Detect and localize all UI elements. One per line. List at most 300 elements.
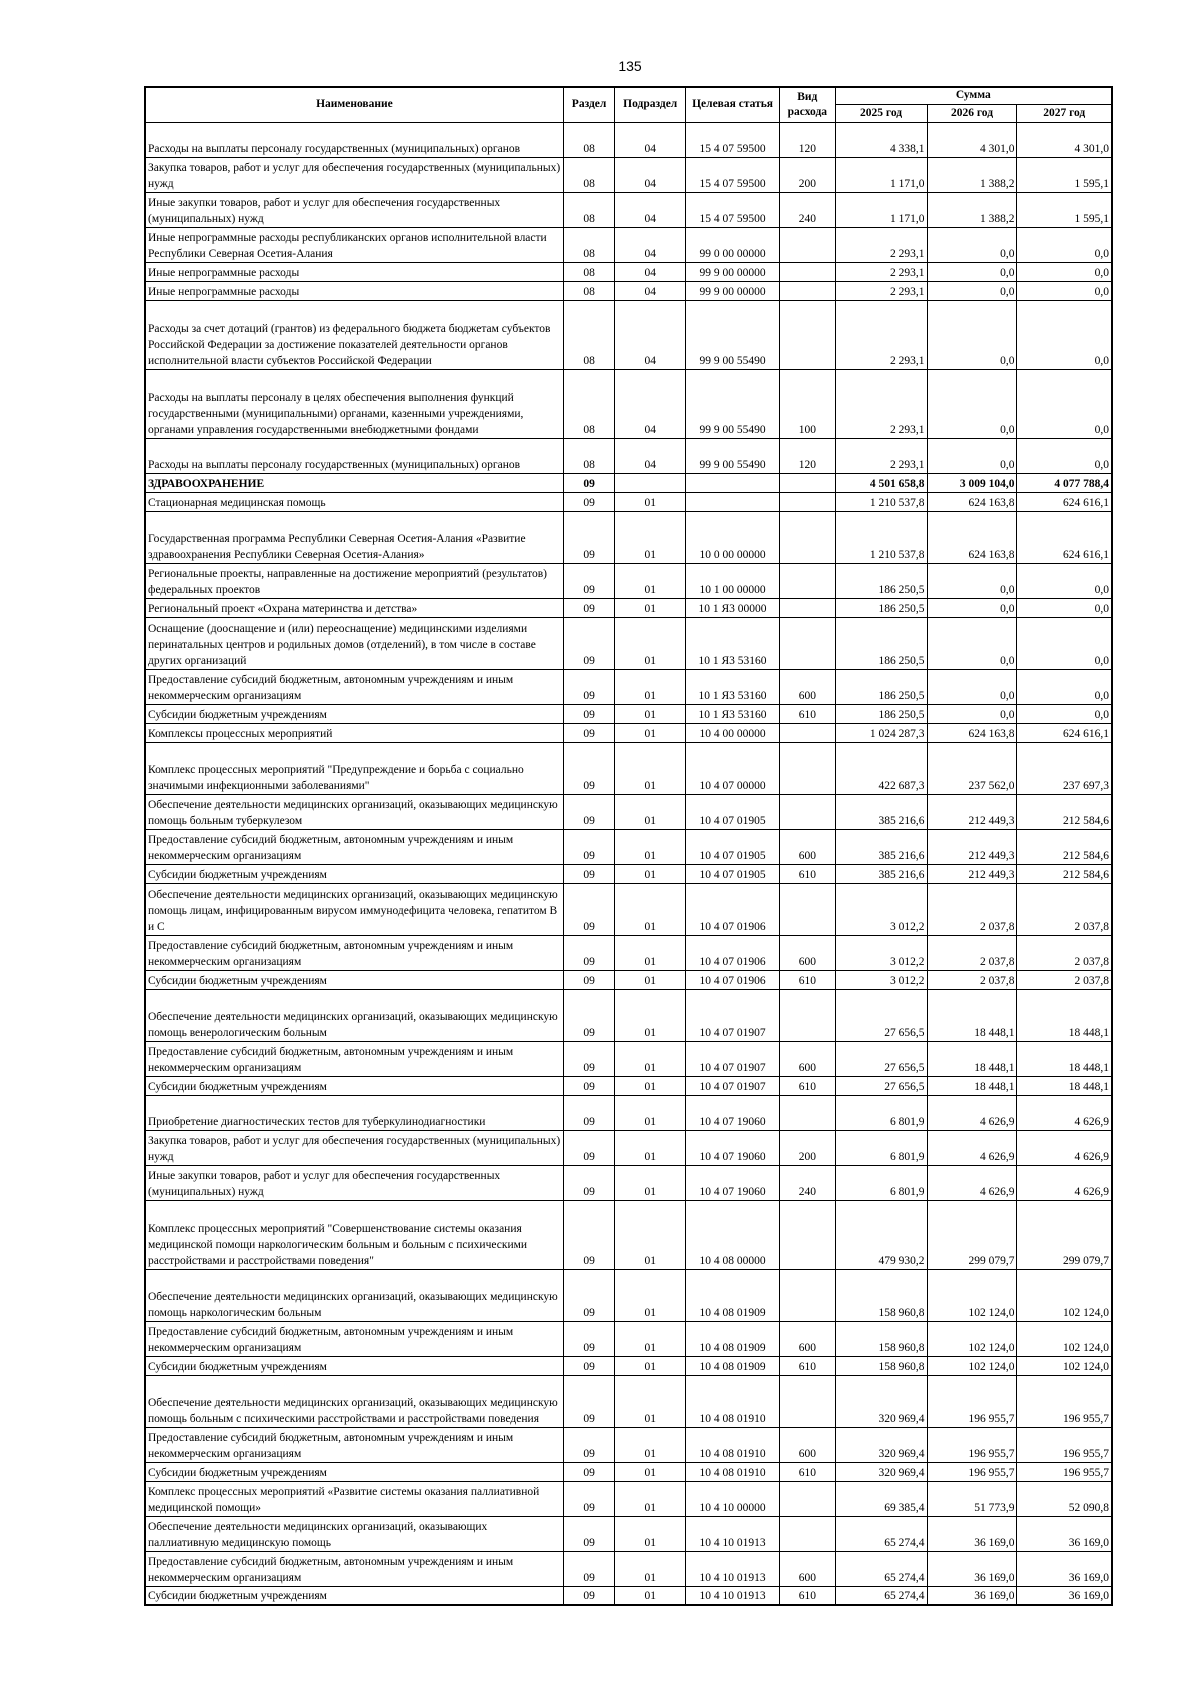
cell-podrazdel: 01 — [615, 794, 686, 829]
cell-tselevaya-statya: 10 4 07 01906 — [686, 883, 780, 935]
cell-razdel: 08 — [563, 281, 615, 300]
cell-sum-2026: 624 163,8 — [927, 511, 1017, 563]
cell-vid-raskhoda — [780, 1481, 836, 1516]
cell-sum-2025: 2 293,1 — [835, 369, 927, 438]
cell-podrazdel: 01 — [615, 1321, 686, 1356]
cell-name: Субсидии бюджетным учреждениям — [145, 1462, 563, 1481]
cell-tselevaya-statya: 10 4 08 01910 — [686, 1375, 780, 1427]
cell-name: Региональный проект «Охрана материнства и детства» — [145, 598, 563, 617]
cell-sum-2027: 624 616,1 — [1017, 492, 1112, 511]
cell-sum-2027: 237 697,3 — [1017, 742, 1112, 794]
cell-podrazdel: 01 — [615, 1076, 686, 1095]
cell-name: Комплекс процессных мероприятий «Развитие системы оказания паллиативной медицинской помощи» — [145, 1481, 563, 1516]
cell-sum-2025: 479 930,2 — [835, 1200, 927, 1269]
table-row — [145, 1200, 1112, 1269]
table-row — [145, 1095, 1112, 1130]
table-row — [145, 473, 1112, 492]
cell-vid-raskhoda — [780, 794, 836, 829]
table-row — [145, 1076, 1112, 1095]
cell-name: Предоставление субсидий бюджетным, автономным учреждениям и иным некоммерческим организациям — [145, 1321, 563, 1356]
table-row — [145, 157, 1112, 192]
cell-sum-2026: 4 626,9 — [927, 1165, 1017, 1200]
cell-sum-2025: 320 969,4 — [835, 1375, 927, 1427]
cell-sum-2025: 3 012,2 — [835, 970, 927, 989]
cell-sum-2026: 36 169,0 — [927, 1516, 1017, 1551]
cell-sum-2025: 1 024 287,3 — [835, 723, 927, 742]
cell-podrazdel: 01 — [615, 598, 686, 617]
cell-tselevaya-statya: 15 4 07 59500 — [686, 157, 780, 192]
cell-name: Закупка товаров, работ и услуг для обеспечения государственных (муниципальных) нужд — [145, 1130, 563, 1165]
cell-razdel: 09 — [563, 1095, 615, 1130]
cell-sum-2027: 0,0 — [1017, 669, 1112, 704]
cell-tselevaya-statya: 10 4 10 01913 — [686, 1516, 780, 1551]
cell-podrazdel: 01 — [615, 1375, 686, 1427]
cell-sum-2027: 0,0 — [1017, 704, 1112, 723]
cell-razdel: 09 — [563, 883, 615, 935]
header-year-2026: 2026 год — [927, 104, 1017, 122]
cell-sum-2027: 18 448,1 — [1017, 1041, 1112, 1076]
cell-tselevaya-statya: 99 0 00 00000 — [686, 227, 780, 262]
cell-sum-2027: 196 955,7 — [1017, 1427, 1112, 1462]
cell-tselevaya-statya — [686, 492, 780, 511]
cell-razdel: 08 — [563, 157, 615, 192]
cell-vid-raskhoda — [780, 617, 836, 669]
table-row — [145, 192, 1112, 227]
cell-razdel: 09 — [563, 742, 615, 794]
cell-tselevaya-statya: 10 4 07 01905 — [686, 864, 780, 883]
cell-name: Иные непрограммные расходы — [145, 262, 563, 281]
cell-name: Расходы на выплаты персоналу государственных (муниципальных) органов — [145, 438, 563, 473]
cell-name: Субсидии бюджетным учреждениям — [145, 1356, 563, 1375]
cell-sum-2025: 27 656,5 — [835, 989, 927, 1041]
cell-sum-2025: 158 960,8 — [835, 1269, 927, 1321]
cell-razdel: 09 — [563, 511, 615, 563]
cell-sum-2027: 0,0 — [1017, 281, 1112, 300]
cell-podrazdel: 01 — [615, 704, 686, 723]
cell-sum-2026: 4 626,9 — [927, 1130, 1017, 1165]
cell-sum-2025: 186 250,5 — [835, 563, 927, 598]
cell-tselevaya-statya: 10 4 08 01909 — [686, 1269, 780, 1321]
cell-sum-2026: 1 388,2 — [927, 157, 1017, 192]
cell-sum-2026: 196 955,7 — [927, 1375, 1017, 1427]
cell-sum-2025: 4 501 658,8 — [835, 473, 927, 492]
cell-podrazdel: 04 — [615, 281, 686, 300]
cell-sum-2027: 36 169,0 — [1017, 1516, 1112, 1551]
cell-razdel: 09 — [563, 1586, 615, 1605]
cell-tselevaya-statya: 10 4 00 00000 — [686, 723, 780, 742]
cell-sum-2026: 0,0 — [927, 438, 1017, 473]
cell-sum-2025: 69 385,4 — [835, 1481, 927, 1516]
cell-sum-2026: 624 163,8 — [927, 723, 1017, 742]
cell-razdel: 09 — [563, 1165, 615, 1200]
cell-razdel: 09 — [563, 598, 615, 617]
cell-sum-2027: 0,0 — [1017, 300, 1112, 369]
cell-sum-2025: 4 338,1 — [835, 122, 927, 157]
cell-vid-raskhoda — [780, 473, 836, 492]
table-row — [145, 262, 1112, 281]
cell-razdel: 09 — [563, 794, 615, 829]
cell-sum-2027: 0,0 — [1017, 262, 1112, 281]
cell-tselevaya-statya: 10 0 00 00000 — [686, 511, 780, 563]
cell-name: Расходы на выплаты персоналу в целях обеспечения выполнения функций государственными (муниципальными) органами, казенными учреждениями, органами управления государственными внебюджетными фондами — [145, 369, 563, 438]
table-row — [145, 1375, 1112, 1427]
table-row — [145, 227, 1112, 262]
cell-sum-2027: 0,0 — [1017, 227, 1112, 262]
cell-razdel: 08 — [563, 438, 615, 473]
cell-sum-2026: 18 448,1 — [927, 1041, 1017, 1076]
cell-sum-2026: 4 301,0 — [927, 122, 1017, 157]
table-row — [145, 935, 1112, 970]
table-row — [145, 1269, 1112, 1321]
cell-podrazdel: 01 — [615, 1356, 686, 1375]
cell-sum-2026: 102 124,0 — [927, 1321, 1017, 1356]
cell-sum-2026: 4 626,9 — [927, 1095, 1017, 1130]
cell-sum-2027: 624 616,1 — [1017, 511, 1112, 563]
cell-name: Предоставление субсидий бюджетным, автономным учреждениям и иным некоммерческим организациям — [145, 1427, 563, 1462]
table-row — [145, 864, 1112, 883]
cell-vid-raskhoda — [780, 492, 836, 511]
cell-sum-2026: 0,0 — [927, 300, 1017, 369]
cell-sum-2026: 102 124,0 — [927, 1356, 1017, 1375]
cell-tselevaya-statya: 10 4 07 19060 — [686, 1130, 780, 1165]
cell-sum-2025: 320 969,4 — [835, 1462, 927, 1481]
table-row — [145, 1130, 1112, 1165]
table-row — [145, 1481, 1112, 1516]
cell-sum-2026: 0,0 — [927, 262, 1017, 281]
cell-sum-2026: 0,0 — [927, 281, 1017, 300]
cell-razdel: 09 — [563, 617, 615, 669]
cell-sum-2026: 51 773,9 — [927, 1481, 1017, 1516]
cell-podrazdel: 04 — [615, 157, 686, 192]
cell-podrazdel: 01 — [615, 1269, 686, 1321]
cell-sum-2026: 102 124,0 — [927, 1269, 1017, 1321]
cell-sum-2025: 2 293,1 — [835, 438, 927, 473]
table-row — [145, 1516, 1112, 1551]
cell-podrazdel: 04 — [615, 438, 686, 473]
cell-podrazdel: 01 — [615, 669, 686, 704]
header-tselevaya-statya: Целевая статья — [686, 87, 780, 122]
cell-tselevaya-statya: 15 4 07 59500 — [686, 122, 780, 157]
table-row — [145, 563, 1112, 598]
cell-sum-2026: 212 449,3 — [927, 864, 1017, 883]
cell-sum-2026: 2 037,8 — [927, 970, 1017, 989]
cell-sum-2026: 212 449,3 — [927, 829, 1017, 864]
cell-vid-raskhoda — [780, 300, 836, 369]
cell-name: Обеспечение деятельности медицинских организаций, оказывающих паллиативную медицинскую помощь — [145, 1516, 563, 1551]
cell-sum-2025: 2 293,1 — [835, 300, 927, 369]
cell-sum-2027: 36 169,0 — [1017, 1551, 1112, 1586]
table-row — [145, 723, 1112, 742]
cell-podrazdel: 01 — [615, 1130, 686, 1165]
cell-razdel: 09 — [563, 669, 615, 704]
cell-razdel: 09 — [563, 1462, 615, 1481]
cell-tselevaya-statya: 10 4 07 01906 — [686, 935, 780, 970]
cell-razdel: 08 — [563, 227, 615, 262]
cell-vid-raskhoda: 120 — [780, 438, 836, 473]
cell-tselevaya-statya: 99 9 00 55490 — [686, 300, 780, 369]
cell-tselevaya-statya: 10 4 08 01909 — [686, 1321, 780, 1356]
cell-sum-2027: 0,0 — [1017, 598, 1112, 617]
table-row — [145, 122, 1112, 157]
cell-sum-2026: 0,0 — [927, 369, 1017, 438]
cell-sum-2025: 385 216,6 — [835, 864, 927, 883]
cell-sum-2027: 36 169,0 — [1017, 1586, 1112, 1605]
table-row — [145, 1462, 1112, 1481]
cell-sum-2027: 4 626,9 — [1017, 1095, 1112, 1130]
table-row — [145, 704, 1112, 723]
cell-vid-raskhoda: 610 — [780, 864, 836, 883]
cell-sum-2025: 1 210 537,8 — [835, 511, 927, 563]
cell-tselevaya-statya: 10 4 08 01909 — [686, 1356, 780, 1375]
cell-podrazdel: 01 — [615, 742, 686, 794]
cell-razdel: 08 — [563, 300, 615, 369]
cell-sum-2027: 2 037,8 — [1017, 883, 1112, 935]
cell-razdel: 09 — [563, 1076, 615, 1095]
cell-sum-2027: 212 584,6 — [1017, 794, 1112, 829]
header-razdel: Раздел — [563, 87, 615, 122]
cell-vid-raskhoda — [780, 1269, 836, 1321]
cell-razdel: 09 — [563, 970, 615, 989]
table-row — [145, 970, 1112, 989]
cell-vid-raskhoda: 200 — [780, 157, 836, 192]
cell-tselevaya-statya: 10 4 07 00000 — [686, 742, 780, 794]
cell-sum-2025: 1 171,0 — [835, 192, 927, 227]
cell-sum-2027: 52 090,8 — [1017, 1481, 1112, 1516]
cell-tselevaya-statya: 99 9 00 00000 — [686, 262, 780, 281]
cell-vid-raskhoda: 610 — [780, 1586, 836, 1605]
cell-podrazdel: 01 — [615, 1200, 686, 1269]
cell-razdel: 09 — [563, 704, 615, 723]
cell-name: Обеспечение деятельности медицинских организаций, оказывающих медицинскую помощь наркологическим больным — [145, 1269, 563, 1321]
cell-sum-2027: 18 448,1 — [1017, 1076, 1112, 1095]
cell-sum-2026: 299 079,7 — [927, 1200, 1017, 1269]
cell-sum-2025: 65 274,4 — [835, 1586, 927, 1605]
cell-podrazdel: 01 — [615, 829, 686, 864]
cell-name: Иные непрограммные расходы республиканских органов исполнительной власти Республики Северная Осетия-Алания — [145, 227, 563, 262]
cell-podrazdel: 04 — [615, 122, 686, 157]
header-vid-raskhoda: Вид расхода — [780, 87, 836, 122]
cell-podrazdel: 01 — [615, 1516, 686, 1551]
cell-sum-2027: 0,0 — [1017, 563, 1112, 598]
cell-name: Обеспечение деятельности медицинских организаций, оказывающих медицинскую помощь лицам, инфицированным вирусом иммунодефицита человека, гепатитом В и С — [145, 883, 563, 935]
cell-podrazdel: 04 — [615, 192, 686, 227]
cell-name: Расходы за счет дотаций (грантов) из федерального бюджета бюджетам субъектов Российской Федерации за достижение показателей деятельности органов исполнительной власти субъектов Российской Федерации — [145, 300, 563, 369]
cell-podrazdel: 01 — [615, 989, 686, 1041]
cell-name: Предоставление субсидий бюджетным, автономным учреждениям и иным некоммерческим организациям — [145, 829, 563, 864]
cell-name: Приобретение диагностических тестов для туберкулинодиагностики — [145, 1095, 563, 1130]
cell-sum-2026: 36 169,0 — [927, 1586, 1017, 1605]
cell-sum-2027: 102 124,0 — [1017, 1269, 1112, 1321]
table-row — [145, 883, 1112, 935]
cell-podrazdel: 01 — [615, 1586, 686, 1605]
table-row — [145, 1321, 1112, 1356]
cell-sum-2025: 27 656,5 — [835, 1076, 927, 1095]
cell-name: Предоставление субсидий бюджетным, автономным учреждениям и иным некоммерческим организациям — [145, 1041, 563, 1076]
cell-tselevaya-statya: 10 4 07 01905 — [686, 794, 780, 829]
cell-podrazdel: 01 — [615, 723, 686, 742]
cell-vid-raskhoda — [780, 262, 836, 281]
header-year-2025: 2025 год — [835, 104, 927, 122]
cell-sum-2025: 186 250,5 — [835, 704, 927, 723]
cell-vid-raskhoda: 200 — [780, 1130, 836, 1165]
cell-podrazdel: 01 — [615, 1427, 686, 1462]
cell-podrazdel: 01 — [615, 1165, 686, 1200]
cell-sum-2025: 385 216,6 — [835, 829, 927, 864]
table-row — [145, 1165, 1112, 1200]
table-row — [145, 989, 1112, 1041]
table-row — [145, 300, 1112, 369]
table-row — [145, 598, 1112, 617]
cell-podrazdel: 04 — [615, 227, 686, 262]
cell-podrazdel: 01 — [615, 935, 686, 970]
cell-sum-2025: 385 216,6 — [835, 794, 927, 829]
cell-vid-raskhoda: 600 — [780, 669, 836, 704]
cell-tselevaya-statya: 10 4 10 01913 — [686, 1586, 780, 1605]
cell-razdel: 08 — [563, 369, 615, 438]
cell-sum-2026: 18 448,1 — [927, 989, 1017, 1041]
cell-podrazdel: 04 — [615, 369, 686, 438]
cell-tselevaya-statya — [686, 473, 780, 492]
cell-sum-2027: 624 616,1 — [1017, 723, 1112, 742]
cell-podrazdel — [615, 473, 686, 492]
cell-sum-2026: 18 448,1 — [927, 1076, 1017, 1095]
table-row — [145, 794, 1112, 829]
table-row — [145, 742, 1112, 794]
cell-razdel: 09 — [563, 1516, 615, 1551]
cell-tselevaya-statya: 10 4 07 01907 — [686, 1041, 780, 1076]
cell-sum-2025: 65 274,4 — [835, 1516, 927, 1551]
page-number: 135 — [618, 58, 642, 74]
cell-sum-2027: 1 595,1 — [1017, 157, 1112, 192]
cell-sum-2025: 65 274,4 — [835, 1551, 927, 1586]
cell-sum-2026: 3 009 104,0 — [927, 473, 1017, 492]
cell-razdel: 09 — [563, 473, 615, 492]
cell-name: Государственная программа Республики Северная Осетия-Алания «Развитие здравоохранения Республики Северная Осетия-Алания» — [145, 511, 563, 563]
cell-sum-2026: 0,0 — [927, 563, 1017, 598]
table-row — [145, 511, 1112, 563]
cell-sum-2025: 2 293,1 — [835, 262, 927, 281]
cell-name: Стационарная медицинская помощь — [145, 492, 563, 511]
table-row — [145, 1356, 1112, 1375]
cell-podrazdel: 04 — [615, 262, 686, 281]
cell-name: Субсидии бюджетным учреждениям — [145, 1076, 563, 1095]
cell-tselevaya-statya: 10 4 08 00000 — [686, 1200, 780, 1269]
cell-sum-2027: 2 037,8 — [1017, 970, 1112, 989]
cell-tselevaya-statya: 99 9 00 55490 — [686, 369, 780, 438]
table-row — [145, 669, 1112, 704]
cell-name: Комплекс процессных мероприятий "Совершенствование системы оказания медицинской помощи наркологическим больным и больным с психическими расстройствами и расстройствами поведения" — [145, 1200, 563, 1269]
cell-razdel: 09 — [563, 1200, 615, 1269]
cell-vid-raskhoda — [780, 883, 836, 935]
cell-vid-raskhoda — [780, 1516, 836, 1551]
table-header — [145, 87, 1112, 122]
cell-name: Расходы на выплаты персоналу государственных (муниципальных) органов — [145, 122, 563, 157]
cell-sum-2026: 212 449,3 — [927, 794, 1017, 829]
cell-podrazdel: 01 — [615, 1095, 686, 1130]
cell-sum-2026: 1 388,2 — [927, 192, 1017, 227]
cell-sum-2026: 0,0 — [927, 617, 1017, 669]
cell-name: Обеспечение деятельности медицинских организаций, оказывающих медицинскую помощь венерологическим больным — [145, 989, 563, 1041]
cell-sum-2025: 186 250,5 — [835, 617, 927, 669]
table-row — [145, 617, 1112, 669]
cell-razdel: 08 — [563, 192, 615, 227]
cell-tselevaya-statya: 10 4 07 01906 — [686, 970, 780, 989]
cell-vid-raskhoda: 610 — [780, 704, 836, 723]
cell-name: ЗДРАВООХРАНЕНИЕ — [145, 473, 563, 492]
cell-podrazdel: 01 — [615, 1551, 686, 1586]
cell-sum-2027: 0,0 — [1017, 369, 1112, 438]
cell-sum-2025: 2 293,1 — [835, 227, 927, 262]
cell-tselevaya-statya: 10 4 08 01910 — [686, 1462, 780, 1481]
cell-sum-2025: 320 969,4 — [835, 1427, 927, 1462]
cell-tselevaya-statya: 10 4 07 01907 — [686, 1076, 780, 1095]
cell-sum-2027: 0,0 — [1017, 617, 1112, 669]
cell-vid-raskhoda — [780, 742, 836, 794]
header-name: Наименование — [145, 87, 563, 122]
cell-name: Иные закупки товаров, работ и услуг для обеспечения государственных (муниципальных) нужд — [145, 1165, 563, 1200]
cell-sum-2025: 3 012,2 — [835, 883, 927, 935]
cell-tselevaya-statya: 10 4 07 19060 — [686, 1165, 780, 1200]
cell-vid-raskhoda: 600 — [780, 1427, 836, 1462]
cell-vid-raskhoda: 240 — [780, 1165, 836, 1200]
cell-name: Предоставление субсидий бюджетным, автономным учреждениям и иным некоммерческим организациям — [145, 935, 563, 970]
cell-razdel: 09 — [563, 1427, 615, 1462]
cell-sum-2025: 2 293,1 — [835, 281, 927, 300]
cell-sum-2027: 196 955,7 — [1017, 1375, 1112, 1427]
cell-podrazdel: 01 — [615, 883, 686, 935]
cell-vid-raskhoda: 600 — [780, 1551, 836, 1586]
cell-sum-2027: 18 448,1 — [1017, 989, 1112, 1041]
cell-sum-2025: 1 210 537,8 — [835, 492, 927, 511]
cell-razdel: 09 — [563, 1041, 615, 1076]
cell-vid-raskhoda — [780, 723, 836, 742]
table-body — [145, 122, 1112, 1605]
cell-sum-2027: 4 626,9 — [1017, 1165, 1112, 1200]
table-row — [145, 281, 1112, 300]
cell-sum-2027: 0,0 — [1017, 438, 1112, 473]
cell-sum-2025: 422 687,3 — [835, 742, 927, 794]
cell-razdel: 09 — [563, 1375, 615, 1427]
cell-sum-2027: 196 955,7 — [1017, 1462, 1112, 1481]
cell-name: Комплекс процессных мероприятий "Предупреждение и борьба с социально значимыми инфекционными заболеваниями" — [145, 742, 563, 794]
cell-tselevaya-statya: 10 4 07 19060 — [686, 1095, 780, 1130]
cell-razdel: 09 — [563, 1356, 615, 1375]
cell-sum-2026: 0,0 — [927, 227, 1017, 262]
cell-name: Предоставление субсидий бюджетным, автономным учреждениям и иным некоммерческим организациям — [145, 669, 563, 704]
cell-vid-raskhoda: 100 — [780, 369, 836, 438]
cell-razdel: 09 — [563, 989, 615, 1041]
cell-sum-2025: 6 801,9 — [835, 1095, 927, 1130]
budget-table — [144, 86, 1113, 1606]
cell-sum-2025: 186 250,5 — [835, 598, 927, 617]
cell-sum-2026: 2 037,8 — [927, 883, 1017, 935]
cell-vid-raskhoda — [780, 598, 836, 617]
cell-name: Субсидии бюджетным учреждениям — [145, 1586, 563, 1605]
cell-sum-2025: 1 171,0 — [835, 157, 927, 192]
table-row — [145, 1551, 1112, 1586]
cell-vid-raskhoda — [780, 1375, 836, 1427]
cell-name: Комплексы процессных мероприятий — [145, 723, 563, 742]
cell-sum-2026: 237 562,0 — [927, 742, 1017, 794]
cell-vid-raskhoda: 600 — [780, 1321, 836, 1356]
cell-razdel: 09 — [563, 829, 615, 864]
cell-sum-2027: 102 124,0 — [1017, 1356, 1112, 1375]
cell-tselevaya-statya: 10 4 10 01913 — [686, 1551, 780, 1586]
cell-razdel: 09 — [563, 1130, 615, 1165]
cell-razdel: 09 — [563, 723, 615, 742]
cell-razdel: 09 — [563, 563, 615, 598]
cell-sum-2027: 2 037,8 — [1017, 935, 1112, 970]
